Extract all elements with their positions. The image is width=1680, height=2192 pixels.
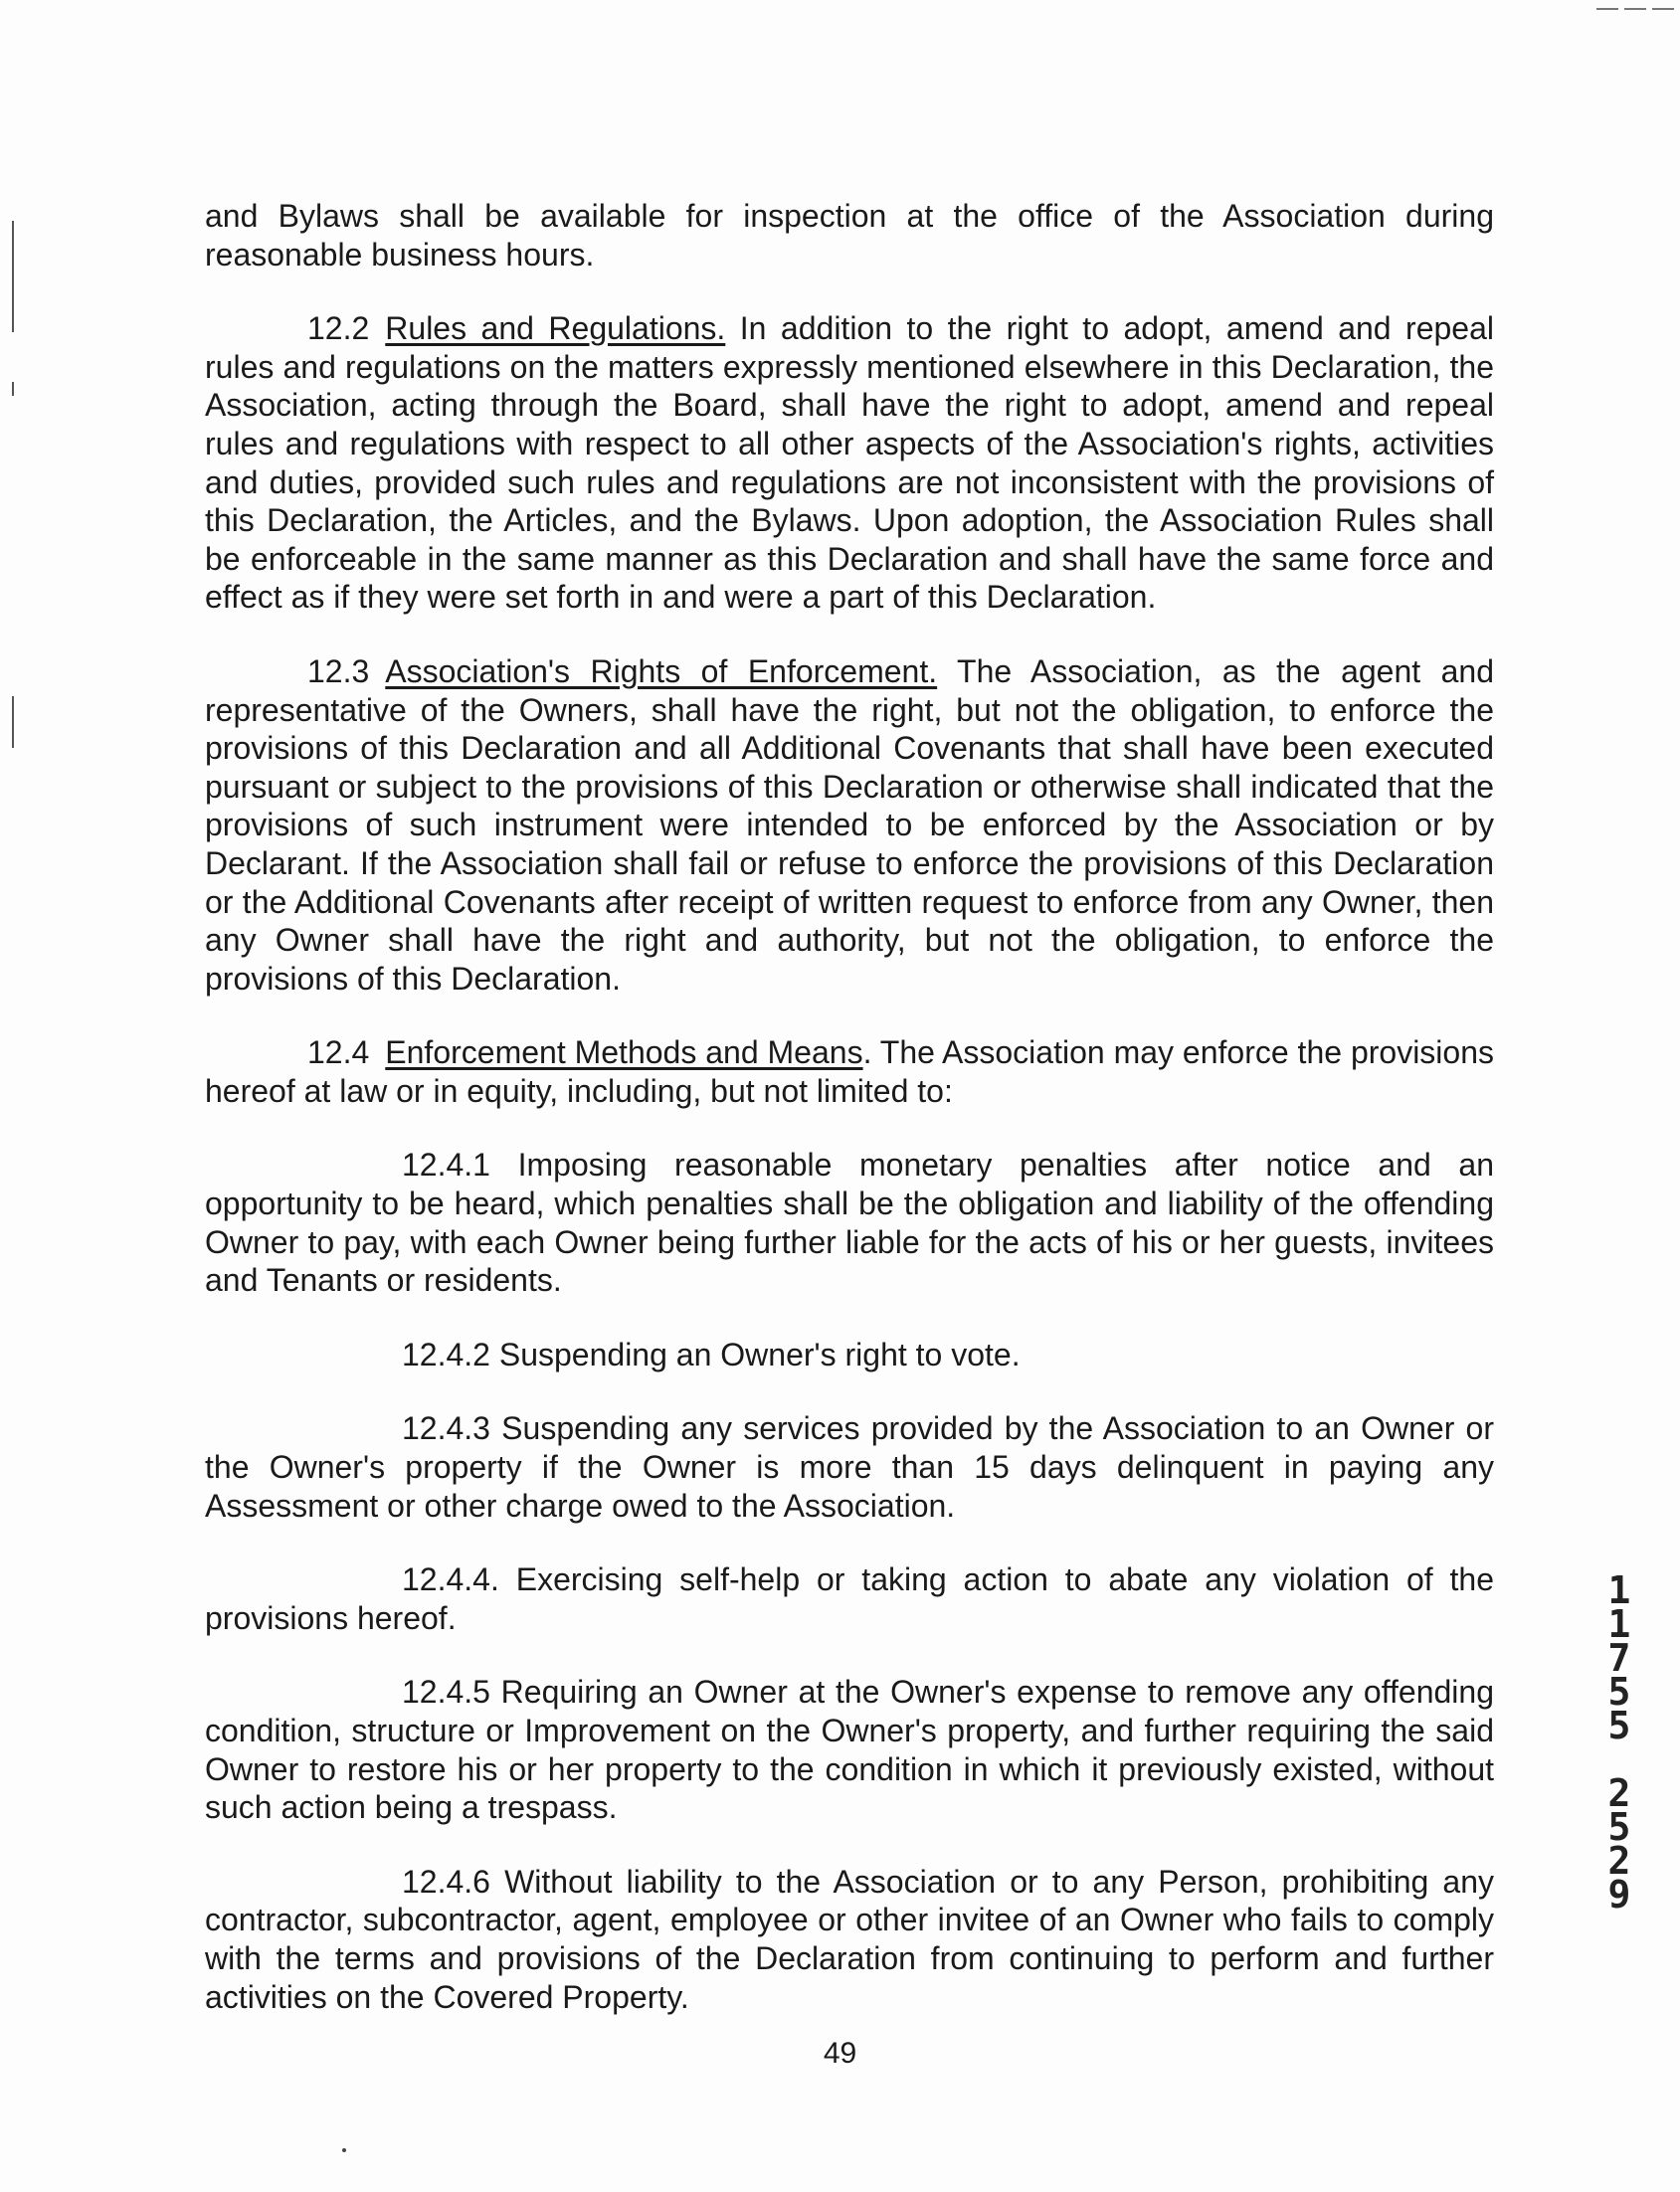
subsection-number: 12.4.1 (402, 1147, 490, 1184)
stamp-digit: 5 (1607, 1670, 1631, 1714)
section-heading: Enforcement Methods and Means (385, 1034, 863, 1071)
subsection-text: Requiring an Owner at the Owner's expense to remove any offending condition, structure or Improvement on the Owner's property, and further requiring the said Owner to restore his or her property to the condition in which it previously existed, without such action being a trespass. (205, 1674, 1495, 1826)
subsection-12-4-1 (205, 1146, 1494, 1299)
section-heading: Association's Rights of Enforcement. (385, 652, 938, 689)
subsection-number: 12.4.2 (402, 1336, 490, 1372)
section-text: . The Association may enforce the provisions hereof at law or in equity, including, but not limited to: (205, 1034, 1494, 1109)
stamp-digit: 5 (1607, 1805, 1631, 1849)
subsection-12-4-6 (205, 1863, 1494, 2016)
subsection-number: 12.4.6 (402, 1863, 490, 1900)
margin-change-bar (12, 696, 14, 748)
stamp-digit: 1 (1607, 1568, 1631, 1612)
margin-change-bar (12, 221, 14, 332)
recording-number-stamp (1595, 1568, 1643, 1917)
section-number: 12.3 (307, 652, 370, 689)
section-12-3 (205, 652, 1494, 998)
stamp-digit: 7 (1607, 1636, 1631, 1680)
subsection-text: Suspending an Owner's right to vote. (498, 1336, 1021, 1372)
subsection-text: Without liability to the Association or to any Person, prohibiting any contractor, subcontractor, agent, employee or other invitee of an Owner who fails to comply with the terms and provisions of the Declaration from continuing to perform and further activities on the Covered Property. (205, 1863, 1494, 2015)
section-text: In addition to the right to adopt, amend and repeal rules and regulations on the matters expressly mentioned elsewhere in this Declaration, the Association, acting through the Board, shall have the right to adopt, amend and repeal rules and regulations with respect to all other aspects of the Association's rights, activities and duties, provided such rules and regulations are not inconsistent with the provisions of this Declaration, the Articles, and the Bylaws. Upon adoption, the Association Rules shall be enforceable in the same manner as this Declaration and shall have the same force and effect as if they were set forth in and were a part of this Declaration. (205, 310, 1495, 616)
continuation-paragraph: and Bylaws shall be available for inspection at the office of the Association during reasonable business hours. (205, 198, 1494, 273)
stamp-digit: 9 (1607, 1873, 1631, 1917)
subsection-text: Suspending any services provided by the Association to an Owner or the Owner's property if the Owner is more than 15 days delinquent in paying any Assessment or other charge owed to the Association. (205, 1410, 1495, 1524)
stamp-digit: 5 (1607, 1704, 1631, 1747)
subsection-12-4-3 (205, 1409, 1494, 1525)
subsection-12-4-2 (205, 1336, 1494, 1374)
subsection-number: 12.4.5 (402, 1674, 490, 1711)
document-body (205, 197, 1494, 2052)
subsection-12-4-4 (205, 1560, 1494, 1637)
stamp-digit: 2 (1607, 1771, 1631, 1815)
subsection-text: Imposing reasonable monetary penalties after notice and an opportunity to be heard, which penalties shall be the obligation and liability of the offending Owner to pay, with each Owner being further liable for the acts of his or her guests, invitees and Tenants or residents. (205, 1147, 1495, 1299)
section-text: The Association, as the agent and representative of the Owners, shall have the right, but not the obligation, to enforce the provisions of this Declaration and all Additional Covenants that shall have been executed pursuant or subject to the provisions of this Declaration or otherwise shall indicated that the provisions of such instrument were intended to be enforced by the Association or by Declarant. If the Association shall fail or refuse to enforce the provisions of this Declaration or the Additional Covenants after receipt of written request to enforce from any Owner, then any Owner shall have the right and authority, but not the obligation, to enforce the provisions of this Declaration. (205, 652, 1495, 997)
scan-artifact-dash (1596, 8, 1680, 10)
section-number: 12.2 (307, 310, 370, 347)
section-number: 12.4 (307, 1034, 370, 1071)
scan-speck (342, 2148, 346, 2152)
page-number: 49 (823, 2037, 857, 2070)
margin-change-bar (12, 382, 14, 396)
stamp-digit: 1 (1607, 1602, 1631, 1646)
subsection-number: 12.4.4. (402, 1561, 499, 1598)
stamp-digit: 2 (1607, 1839, 1631, 1883)
section-12-2 (205, 309, 1494, 617)
section-12-4 (205, 1033, 1494, 1110)
subsection-12-4-5 (205, 1673, 1494, 1826)
subsection-text: Exercising self-help or taking action to abate any violation of the provisions hereof. (205, 1561, 1495, 1636)
subsection-number: 12.4.3 (402, 1410, 490, 1447)
section-heading: Rules and Regulations. (385, 310, 726, 347)
